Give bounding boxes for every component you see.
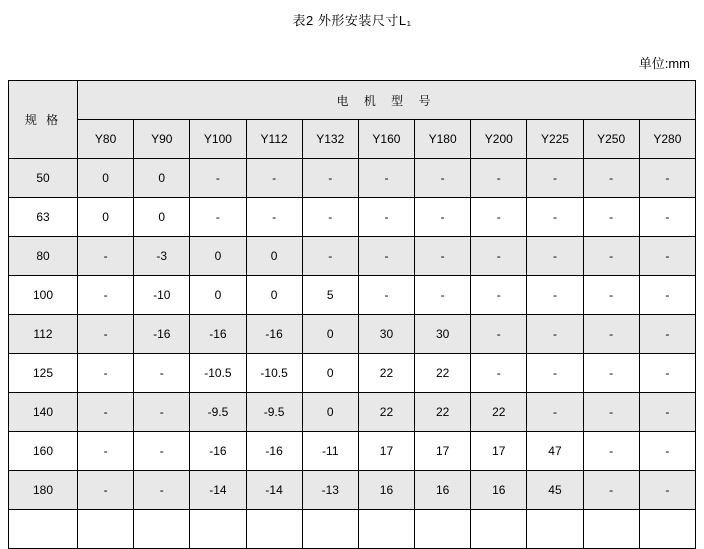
cell-value: -	[358, 237, 414, 276]
cell-value: -	[134, 432, 190, 471]
cell-value: -	[471, 159, 527, 198]
cell-value: -	[78, 237, 134, 276]
cell-value: -10.5	[190, 354, 246, 393]
cell-value: -	[527, 354, 583, 393]
cell-value: 0	[302, 393, 358, 432]
cell-value: -	[583, 237, 639, 276]
cell-value	[134, 510, 190, 549]
cell-value: -10.5	[246, 354, 302, 393]
cell-value: -16	[246, 315, 302, 354]
cell-value: 0	[302, 315, 358, 354]
cell-value: -	[471, 315, 527, 354]
table-row	[9, 432, 696, 471]
cell-value: -	[471, 237, 527, 276]
cell-spec: 112	[9, 315, 78, 354]
cell-value: -	[302, 198, 358, 237]
cell-value: -16	[190, 432, 246, 471]
cell-spec: 63	[9, 198, 78, 237]
cell-value	[527, 510, 583, 549]
dimension-table	[8, 80, 696, 549]
table-row	[9, 354, 696, 393]
cell-value: -	[134, 354, 190, 393]
cell-value: 17	[358, 432, 414, 471]
column-header-y200: Y200	[471, 120, 527, 159]
cell-value: -14	[190, 471, 246, 510]
cell-value: -	[78, 276, 134, 315]
table-row	[9, 471, 696, 510]
cell-value: -	[78, 354, 134, 393]
cell-value: 47	[527, 432, 583, 471]
cell-value: -	[639, 393, 695, 432]
cell-value: 16	[358, 471, 414, 510]
cell-value: -	[639, 276, 695, 315]
cell-spec: 160	[9, 432, 78, 471]
cell-value: 22	[415, 393, 471, 432]
cell-value: 0	[78, 198, 134, 237]
cell-spec: 125	[9, 354, 78, 393]
column-header-y112: Y112	[246, 120, 302, 159]
cell-value: -11	[302, 432, 358, 471]
cell-value	[246, 510, 302, 549]
column-header-y90: Y90	[134, 120, 190, 159]
cell-value: -	[246, 159, 302, 198]
cell-value: -	[78, 393, 134, 432]
cell-value: -	[246, 198, 302, 237]
table-row	[9, 510, 696, 549]
cell-value: -	[583, 471, 639, 510]
table-row	[9, 315, 696, 354]
cell-value: 0	[134, 159, 190, 198]
cell-value: -	[639, 198, 695, 237]
cell-value: -	[527, 159, 583, 198]
column-header-y280: Y280	[639, 120, 695, 159]
cell-value: 22	[471, 393, 527, 432]
cell-spec: 140	[9, 393, 78, 432]
cell-value: -	[639, 432, 695, 471]
cell-value	[190, 510, 246, 549]
cell-value: 0	[302, 354, 358, 393]
cell-value: 0	[134, 198, 190, 237]
cell-value: -	[639, 237, 695, 276]
cell-value: 17	[471, 432, 527, 471]
cell-value	[415, 510, 471, 549]
cell-value: -	[302, 237, 358, 276]
cell-value: -	[415, 237, 471, 276]
cell-value: -	[134, 471, 190, 510]
cell-value: 30	[358, 315, 414, 354]
cell-value: -	[78, 315, 134, 354]
table-body	[9, 159, 696, 549]
column-header-y80: Y80	[78, 120, 134, 159]
cell-value: -	[583, 315, 639, 354]
cell-spec: 100	[9, 276, 78, 315]
cell-value: 0	[246, 276, 302, 315]
table-row	[9, 393, 696, 432]
cell-value: -16	[246, 432, 302, 471]
cell-value: -	[358, 198, 414, 237]
cell-value: 45	[527, 471, 583, 510]
page-title: 表2 外形安装尺寸L₁	[292, 13, 412, 28]
cell-value: -	[527, 393, 583, 432]
cell-value	[302, 510, 358, 549]
cell-value: -	[134, 393, 190, 432]
cell-value: 22	[358, 354, 414, 393]
column-header-motor-model-group: 电 机 型 号	[78, 81, 696, 120]
column-header-y132: Y132	[302, 120, 358, 159]
cell-value: -	[527, 198, 583, 237]
cell-value: -	[415, 276, 471, 315]
cell-value: -	[583, 159, 639, 198]
cell-spec: 50	[9, 159, 78, 198]
unit-note: 单位:mm	[638, 56, 690, 71]
cell-value: -	[639, 471, 695, 510]
cell-value	[78, 510, 134, 549]
cell-value: 16	[415, 471, 471, 510]
column-header-y160: Y160	[358, 120, 414, 159]
cell-value: 22	[358, 393, 414, 432]
cell-value: -	[639, 354, 695, 393]
cell-value: -	[639, 315, 695, 354]
cell-value: -	[583, 354, 639, 393]
table-container	[0, 72, 704, 549]
table-header-row-group	[9, 81, 696, 120]
cell-value: -	[190, 198, 246, 237]
cell-value	[358, 510, 414, 549]
table-row	[9, 159, 696, 198]
cell-value: 17	[415, 432, 471, 471]
cell-value: -	[471, 198, 527, 237]
cell-value: -10	[134, 276, 190, 315]
column-header-y250: Y250	[583, 120, 639, 159]
cell-value: -	[358, 159, 414, 198]
cell-value: -	[302, 159, 358, 198]
cell-value: -	[583, 432, 639, 471]
cell-value: 0	[190, 276, 246, 315]
cell-value: 30	[415, 315, 471, 354]
cell-value: 0	[190, 237, 246, 276]
cell-value: -13	[302, 471, 358, 510]
column-header-y100: Y100	[190, 120, 246, 159]
cell-value	[471, 510, 527, 549]
cell-value: -	[415, 159, 471, 198]
cell-value: -16	[190, 315, 246, 354]
column-header-spec: 规 格	[9, 81, 78, 159]
cell-value: -3	[134, 237, 190, 276]
table-header-row-models	[9, 120, 696, 159]
cell-value: -	[527, 315, 583, 354]
cell-value: 0	[246, 237, 302, 276]
table-row	[9, 198, 696, 237]
cell-value: 0	[78, 159, 134, 198]
cell-value: -9.5	[190, 393, 246, 432]
cell-value: 22	[415, 354, 471, 393]
cell-value: -	[639, 159, 695, 198]
cell-value: -	[190, 159, 246, 198]
cell-value	[639, 510, 695, 549]
cell-value: -	[583, 198, 639, 237]
cell-value: -	[78, 471, 134, 510]
cell-value: -	[471, 354, 527, 393]
cell-value: -	[527, 237, 583, 276]
column-header-y180: Y180	[415, 120, 471, 159]
table-header	[9, 81, 696, 159]
cell-value: -	[583, 276, 639, 315]
cell-value: 16	[471, 471, 527, 510]
cell-spec: 80	[9, 237, 78, 276]
cell-value	[583, 510, 639, 549]
table-row	[9, 276, 696, 315]
cell-value: -9.5	[246, 393, 302, 432]
cell-spec: 180	[9, 471, 78, 510]
cell-value: -	[583, 393, 639, 432]
cell-value: -14	[246, 471, 302, 510]
cell-value: -	[415, 198, 471, 237]
cell-value: -	[527, 276, 583, 315]
table-row	[9, 237, 696, 276]
cell-value: -16	[134, 315, 190, 354]
column-header-y225: Y225	[527, 120, 583, 159]
cell-value: -	[471, 276, 527, 315]
cell-value: -	[358, 276, 414, 315]
cell-value: 5	[302, 276, 358, 315]
cell-spec	[9, 510, 78, 549]
cell-value: -	[78, 432, 134, 471]
